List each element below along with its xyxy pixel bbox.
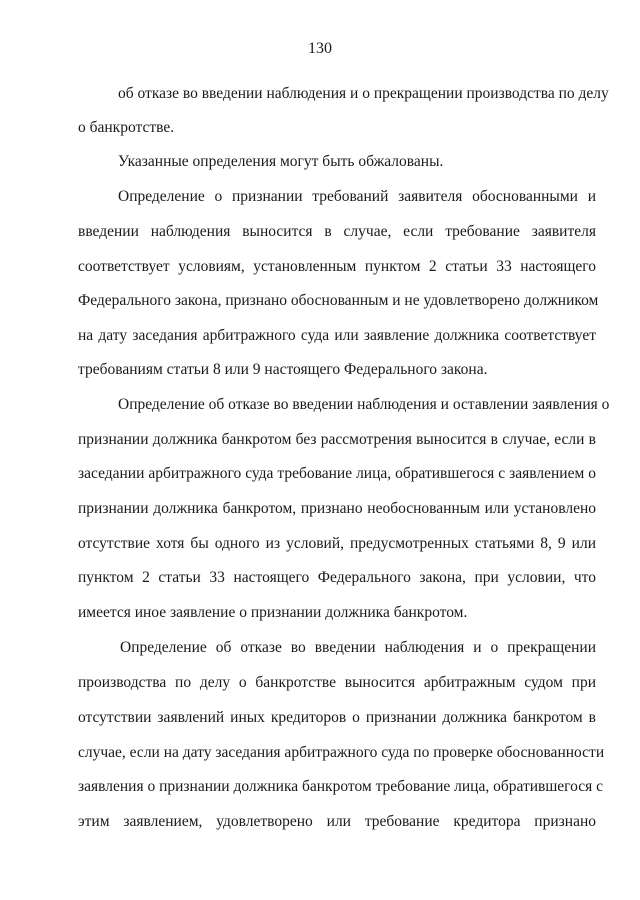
- text-line: имеется иное заявление о признании должника банкротом.: [78, 604, 468, 621]
- text-line: этим заявлением, удовлетворено или требование кредитора признано: [78, 813, 596, 830]
- text-line: Определение об отказе во введении наблюдения и оставлении заявления о: [118, 396, 610, 413]
- page-number: 130: [308, 40, 332, 57]
- text-line: об отказе во введении наблюдения и о прекращении производства по делу: [118, 85, 609, 102]
- text-line: отсутствии заявлений иных кредиторов о признании должника банкротом в: [78, 709, 596, 726]
- text-line: признании должника банкротом, признано необоснованным или установлено: [78, 500, 596, 517]
- text-line: о банкротстве.: [78, 119, 175, 136]
- text-line: случае, если на дату заседания арбитражного суда по проверке обоснованности: [78, 744, 605, 761]
- text-line: признании должника банкротом без рассмотрения выносится в случае, если в: [78, 431, 596, 448]
- text-line: заявления о признании должника банкротом требование лица, обратившегося с: [78, 778, 604, 795]
- text-line: введении наблюдения выносится в случае, если требование заявителя: [78, 223, 596, 240]
- text-line: Определение об отказе во введении наблюдения и о прекращении: [120, 639, 596, 656]
- text-line: соответствует условиям, установленным пунктом 2 статьи 33 настоящего: [78, 258, 596, 275]
- text-line: на дату заседания арбитражного суда или заявление должника соответствует: [78, 327, 596, 344]
- text-line: отсутствие хотя бы одного из условий, предусмотренных статьями 8, 9 или: [78, 535, 596, 552]
- text-line: требованиям статьи 8 или 9 настоящего Федерального закона.: [78, 361, 488, 378]
- text-line: Определение о признании требований заявителя обоснованными и: [118, 188, 596, 205]
- text-line: заседании арбитражного суда требование лица, обратившегося с заявлением о: [78, 465, 596, 482]
- text-line: Федерального закона, признано обоснованным и не удовлетворено должником: [78, 292, 599, 309]
- text-line: пунктом 2 статьи 33 настоящего Федерального закона, при условии, что: [78, 569, 596, 586]
- text-line: производства по делу о банкротстве выносится арбитражным судом при: [78, 674, 596, 691]
- text-line: Указанные определения могут быть обжалованы.: [118, 153, 444, 170]
